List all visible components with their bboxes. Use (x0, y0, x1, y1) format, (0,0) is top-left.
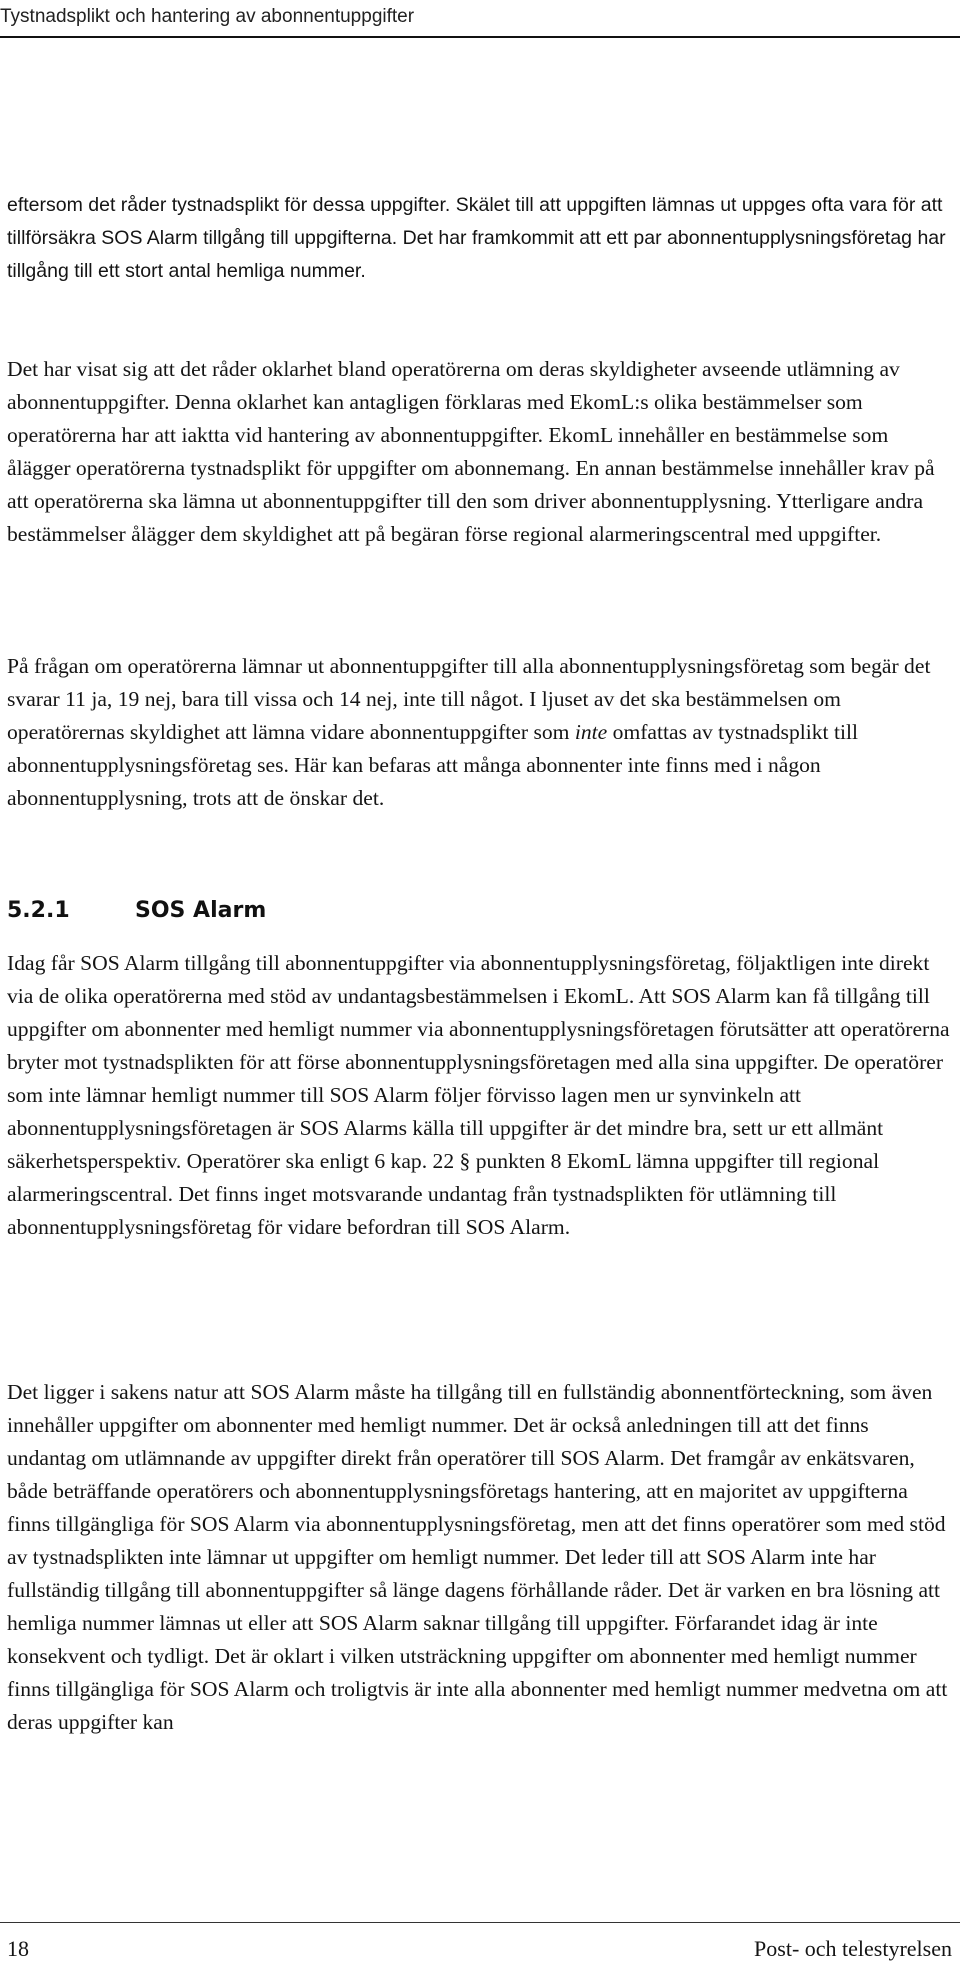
paragraph-3-text-end: omfattas av tystnadsplikt till abonnentupplysningsföretag ses. Här kan befaras att många abonnenter inte finns med i någon abonnentupplysning, trots att de önskar det. (7, 720, 858, 810)
section-title: SOS Alarm (135, 898, 267, 923)
paragraph-4: Idag får SOS Alarm tillgång till abonnentuppgifter via abonnentupplysningsföretag, följaktligen inte direkt via de olika operatörerna med stöd av undantagsbestämmelsen i EkomL. Att SOS Alarm kan få tillgång till uppgifter om abonnenter med hemligt nummer via abonnentupplysningsföretagen förutsätter att operatörerna bryter mot tystnadsplikten för att förse abonnentupplysningsföretagen med alla sina uppgifter. De operatörer som inte lämnar hemligt nummer till SOS Alarm följer förvisso lagen men ur synvinkeln att abonnentupplysningsföretagen är SOS Alarms källa till uppgifter är det mindre bra, sett ur ett allmänt säkerhetsperspektiv. Operatörer ska enligt 6 kap. 22 § punkten 8 EkomL lämna uppgifter till regional alarmeringscentral. Det finns inget motsvarande undantag från tystnadsplikten för utlämning till abonnentupplysningsföretag för vidare befordran till SOS Alarm. (7, 951, 950, 1239)
paragraph-4-block (7, 947, 952, 1244)
page-footer (0, 1930, 960, 1970)
paragraph-2-block (7, 353, 952, 551)
page-number: 18 (7, 1936, 29, 1961)
section-heading (7, 894, 266, 928)
paragraph-3-emphasis: inte (574, 720, 608, 744)
running-header (0, 6, 960, 28)
paragraph-3-text-start: På frågan om operatörerna lämnar ut abonnentuppgifter till alla abonnentupplysningsföretag som begär det svarar 11 ja, 19 nej, bara till vissa och 14 nej, inte till något. I ljuset av det ska bestämmelsen om operatörernas skyldighet att lämna vidare abonnentuppgifter som (7, 654, 931, 744)
section-number: 5.2.1 (7, 898, 70, 923)
intro-paragraph-block (7, 189, 952, 288)
footer-rule (0, 1922, 960, 1923)
paragraph-5: Det ligger i sakens natur att SOS Alarm måste ha tillgång till en fullständig abonnentförteckning, som även innehåller uppgifter om abonnenter med hemligt nummer. Det är också anledningen till att det finns undantag om utlämnande av uppgifter direkt från operatörer till SOS Alarm. Det framgår av enkätsvaren, både beträffande operatörers och abonnentupplysningsföretags hantering, att en majoritet av uppgifterna finns tillgängliga för SOS Alarm via abonnentupplysningsföretag, men att det finns operatörer som med stöd av tystnadsplikten inte lämnar ut uppgifter om hemligt nummer. Det leder till att SOS Alarm inte har fullständig tillgång till abonnentuppgifter så länge dagens förhållande råder. Det är varken en bra lösning att hemliga nummer lämnas ut eller att SOS Alarm saknar tillgång till uppgifter. Förfarandet idag är inte konsekvent och tydligt. Det är oklart i vilken utsträckning uppgifter om abonnenter med hemligt nummer finns tillgängliga för SOS Alarm och troligtvis är inte alla abonnenter med hemligt nummer medvetna om att deras uppgifter kan (7, 1380, 948, 1734)
intro-paragraph: eftersom det råder tystnadsplikt för dessa uppgifter. Skälet till att uppgiften lämnas ut uppges ofta vara för att tillförsäkra SOS Alarm tillgång till uppgifterna. Det har framkommit att ett par abonnentupplysningsföretag har tillgång till ett stort antal hemliga nummer. (7, 194, 946, 282)
paragraph-3 (7, 650, 952, 815)
running-header-title: Tystnadsplikt och hantering av abonnentuppgifter (0, 6, 415, 27)
header-rule (0, 36, 960, 38)
paragraph-3-block (7, 650, 952, 815)
footer-organization: Post- och telestyrelsen (754, 1936, 952, 1961)
paragraph-5-block (7, 1376, 952, 1739)
paragraph-2: Det har visat sig att det råder oklarhet bland operatörerna om deras skyldigheter avseende utlämning av abonnentuppgifter. Denna oklarhet kan antagligen förklaras med EkomL:s olika bestämmelser som operatörerna har att iaktta vid hantering av abonnentuppgifter. EkomL innehåller en bestämmelse som ålägger operatörerna tystnadsplikt för uppgifter om abonnemang. En annan bestämmelse innehåller krav på att operatörerna ska lämna ut abonnentuppgifter till den som driver abonnentupplysning. Ytterligare andra bestämmelser ålägger dem skyldighet att på begäran förse regional alarmeringscentral med uppgifter. (7, 357, 935, 546)
